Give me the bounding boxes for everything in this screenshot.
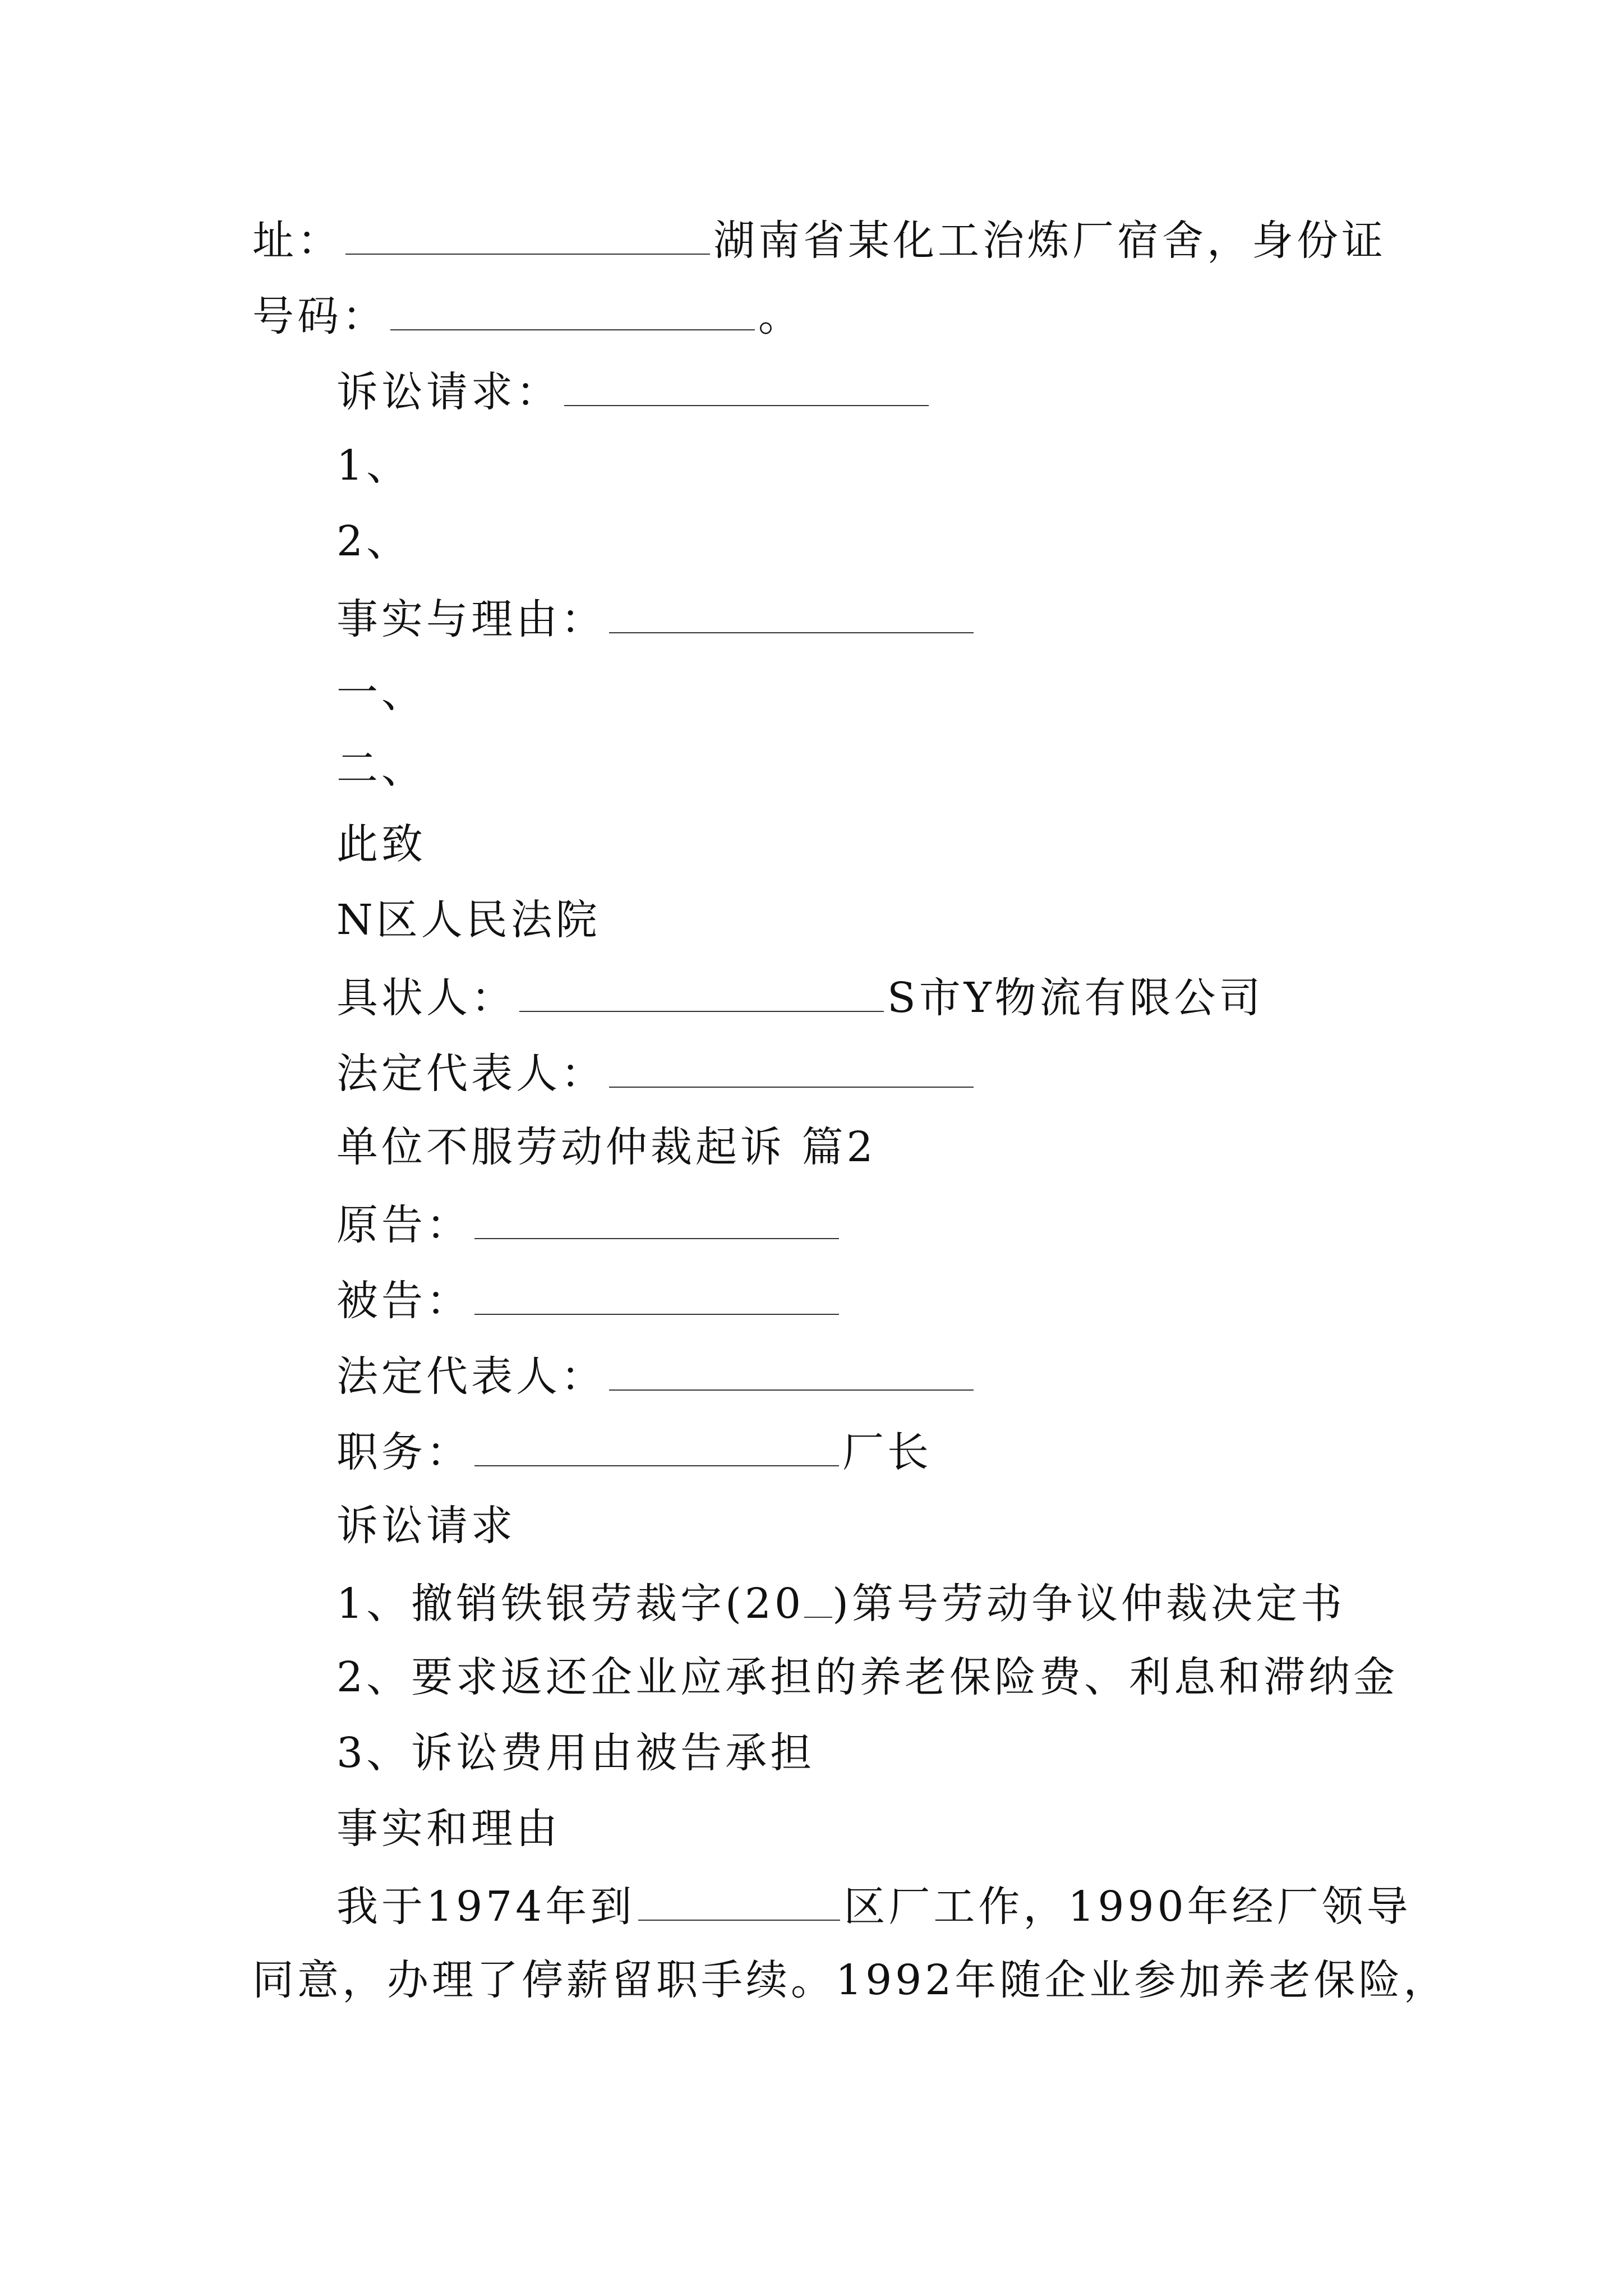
legal-rep-line-2	[336, 1349, 1486, 1400]
facts-reasons-label: 事实与理由：	[336, 595, 606, 643]
body-paragraph-line-2: 同意，办理了停薪留职手续。1992年随企业参加养老保险，	[252, 1956, 1449, 2004]
claims-label: 诉讼请求：	[336, 368, 561, 416]
legal-rep-blank-2	[609, 1349, 974, 1391]
plaintiff-line	[336, 1198, 1486, 1248]
signer-blank	[519, 970, 884, 1012]
id-number-line	[252, 289, 1402, 339]
request-item-3: 3、诉讼费用由被告承担	[336, 1729, 815, 1777]
request-1-text-a: 1、撤销铁银劳裁字(20	[336, 1580, 805, 1628]
plaintiff-label: 原告：	[336, 1201, 471, 1249]
claims-heading: 诉讼请求	[336, 1502, 516, 1550]
claims-line	[336, 365, 1486, 415]
claim-item-1: 1、	[336, 441, 412, 490]
facts-reasons-blank	[609, 592, 974, 633]
plaintiff-signer-line	[336, 970, 1486, 1021]
address-text: 湖南省某化工治炼厂宿舍，身份证	[713, 217, 1386, 265]
facts-reasons-line	[336, 592, 1486, 642]
salutation: 此致	[336, 820, 426, 868]
address-blank	[345, 213, 710, 255]
court-name: N区人民法院	[336, 896, 601, 944]
request-1-text-b: )第号劳动争议仲裁决定书	[832, 1580, 1345, 1628]
position-value: 厂长	[842, 1428, 932, 1476]
body-paragraph-line-1	[336, 1879, 1486, 1930]
request-item-1	[336, 1576, 1486, 1627]
legal-rep-blank	[609, 1046, 974, 1088]
legal-rep-line-1	[336, 1046, 1486, 1097]
facts-heading: 事实和理由	[336, 1805, 561, 1853]
legal-rep-label-2: 法定代表人：	[336, 1352, 606, 1401]
signer-company: S市Y物流有限公司	[887, 974, 1264, 1022]
request-item-2: 2、要求返还企业应承担的养老保险费、利息和滞纳金	[336, 1653, 1399, 1701]
position-label: 职务：	[336, 1428, 471, 1476]
claim-item-2: 2、	[336, 517, 412, 565]
body-text-b: 区厂工作，1990年经厂领导	[843, 1883, 1412, 1931]
position-blank	[474, 1425, 839, 1466]
defendant-label: 被告：	[336, 1277, 471, 1325]
signer-label: 具状人：	[336, 974, 516, 1022]
address-label: 址：	[252, 217, 342, 265]
section-heading: 单位不服劳动仲裁起诉 篇2	[336, 1123, 877, 1171]
defendant-line	[336, 1273, 1486, 1324]
id-number-blank	[390, 289, 755, 330]
fact-item-2: 二、	[336, 744, 426, 793]
id-number-label: 号码：	[252, 292, 387, 341]
address-line	[252, 213, 1402, 264]
defendant-blank	[474, 1273, 839, 1315]
claims-blank	[564, 365, 929, 406]
legal-rep-label: 法定代表人：	[336, 1050, 606, 1098]
body-text-a: 我于1974年到	[336, 1883, 635, 1931]
position-line	[336, 1425, 1486, 1475]
id-number-end: 。	[758, 292, 803, 341]
year-blank	[804, 1576, 832, 1618]
fact-item-1: 一、	[336, 669, 426, 717]
plaintiff-blank	[474, 1198, 839, 1239]
factory-blank	[638, 1879, 840, 1921]
